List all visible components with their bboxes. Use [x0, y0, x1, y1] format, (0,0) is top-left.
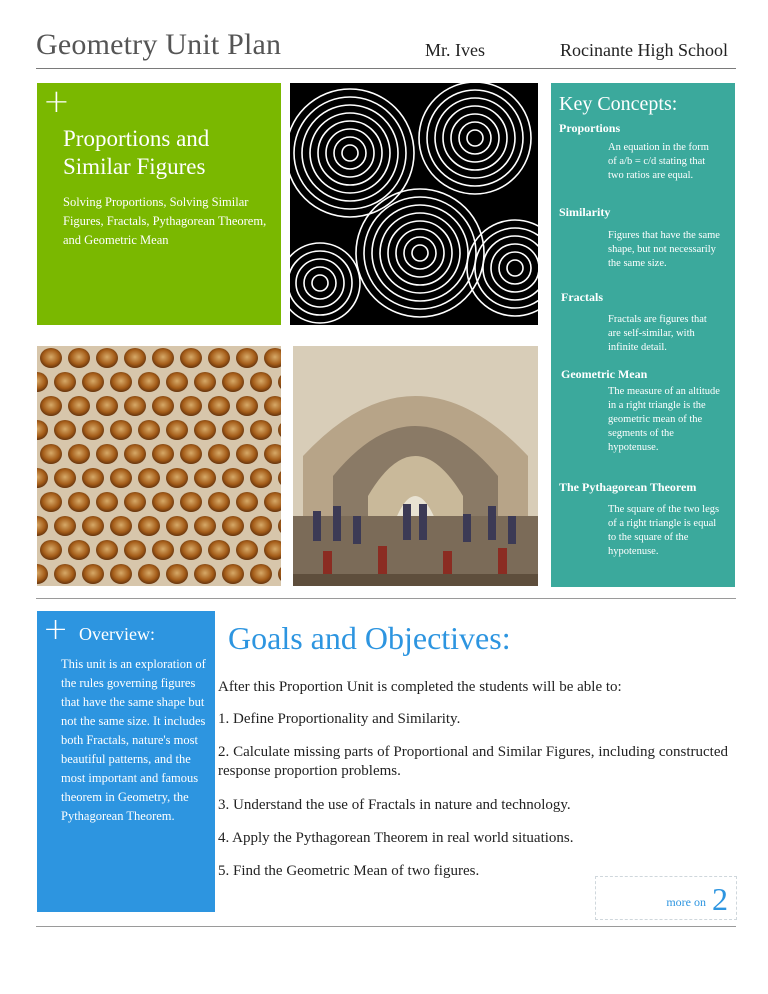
overview-text: This unit is an exploration of the rules governing figures that have the same shape but not the same size. It includes both Fractals, nature's most beautiful patterns, and the most important and famous theorem in Geometry, the Pythagorean Theorem.: [61, 657, 206, 823]
goal-item: 2. Calculate missing parts of Proportional and Similar Figures, including constructed response proportion problems.: [218, 744, 728, 779]
topic-title: Proportions and Similar Figures: [63, 126, 210, 179]
footer-divider: [36, 926, 736, 927]
document-title: Geometry Unit Plan: [36, 28, 282, 61]
more-on-label: more on: [666, 895, 706, 909]
plus-icon: +: [43, 82, 70, 120]
goals-intro: After this Proportion Unit is completed the students will be able to:: [218, 679, 622, 695]
topic-subtitle: Solving Proportions, Solving Similar Figures, Fractals, Pythagorean Theorem, and Geometric Mean: [63, 195, 267, 247]
goal-item: 3. Understand the use of Fractals in nature and technology.: [218, 797, 571, 813]
concept-term: Geometric Mean: [561, 367, 648, 381]
plus-icon: +: [43, 612, 69, 647]
concept-definition: The square of the two legs of a right triangle is equal to the square of the hypotenuse.: [608, 504, 720, 557]
continued-marker: [595, 876, 737, 920]
concept-definition: An equation in the form of a/b = c/d stating that two ratios are equal.: [608, 142, 709, 181]
goals-heading: Goals and Objectives:: [228, 620, 511, 656]
honeycomb-image: [37, 346, 281, 586]
overview-heading: Overview:: [79, 624, 155, 644]
concept-term: The Pythagorean Theorem: [559, 480, 697, 494]
goal-item: 5. Find the Geometric Mean of two figures.: [218, 863, 480, 879]
concept-term: Proportions: [559, 121, 621, 135]
swirl-pattern-image: [290, 83, 538, 325]
school-of-athens-image: [293, 346, 538, 586]
concept-definition: The measure of an altitude in a right triangle is the geometric mean of the segments of the hypotenuse.: [608, 386, 720, 453]
goal-item: 1. Define Proportionality and Similarity.: [218, 711, 461, 727]
key-concepts-panel: [551, 83, 735, 587]
concept-term: Fractals: [561, 290, 603, 304]
overview-panel: [37, 611, 215, 912]
header-divider: [36, 68, 736, 69]
concept-definition: Figures that have the same shape, but not necessarily the same size.: [608, 230, 720, 269]
key-concepts-heading: Key Concepts:: [559, 93, 678, 115]
page-number: 2: [712, 881, 728, 917]
section-divider: [36, 598, 736, 599]
concept-term: Similarity: [559, 205, 611, 219]
goal-item: 4. Apply the Pythagorean Theorem in real world situations.: [218, 830, 574, 846]
teacher-name: Mr. Ives: [425, 40, 485, 60]
school-name: Rocinante High School: [560, 40, 728, 60]
concept-definition: Fractals are figures that are self-similar, with infinite detail.: [608, 314, 707, 353]
topic-panel: [37, 83, 281, 325]
